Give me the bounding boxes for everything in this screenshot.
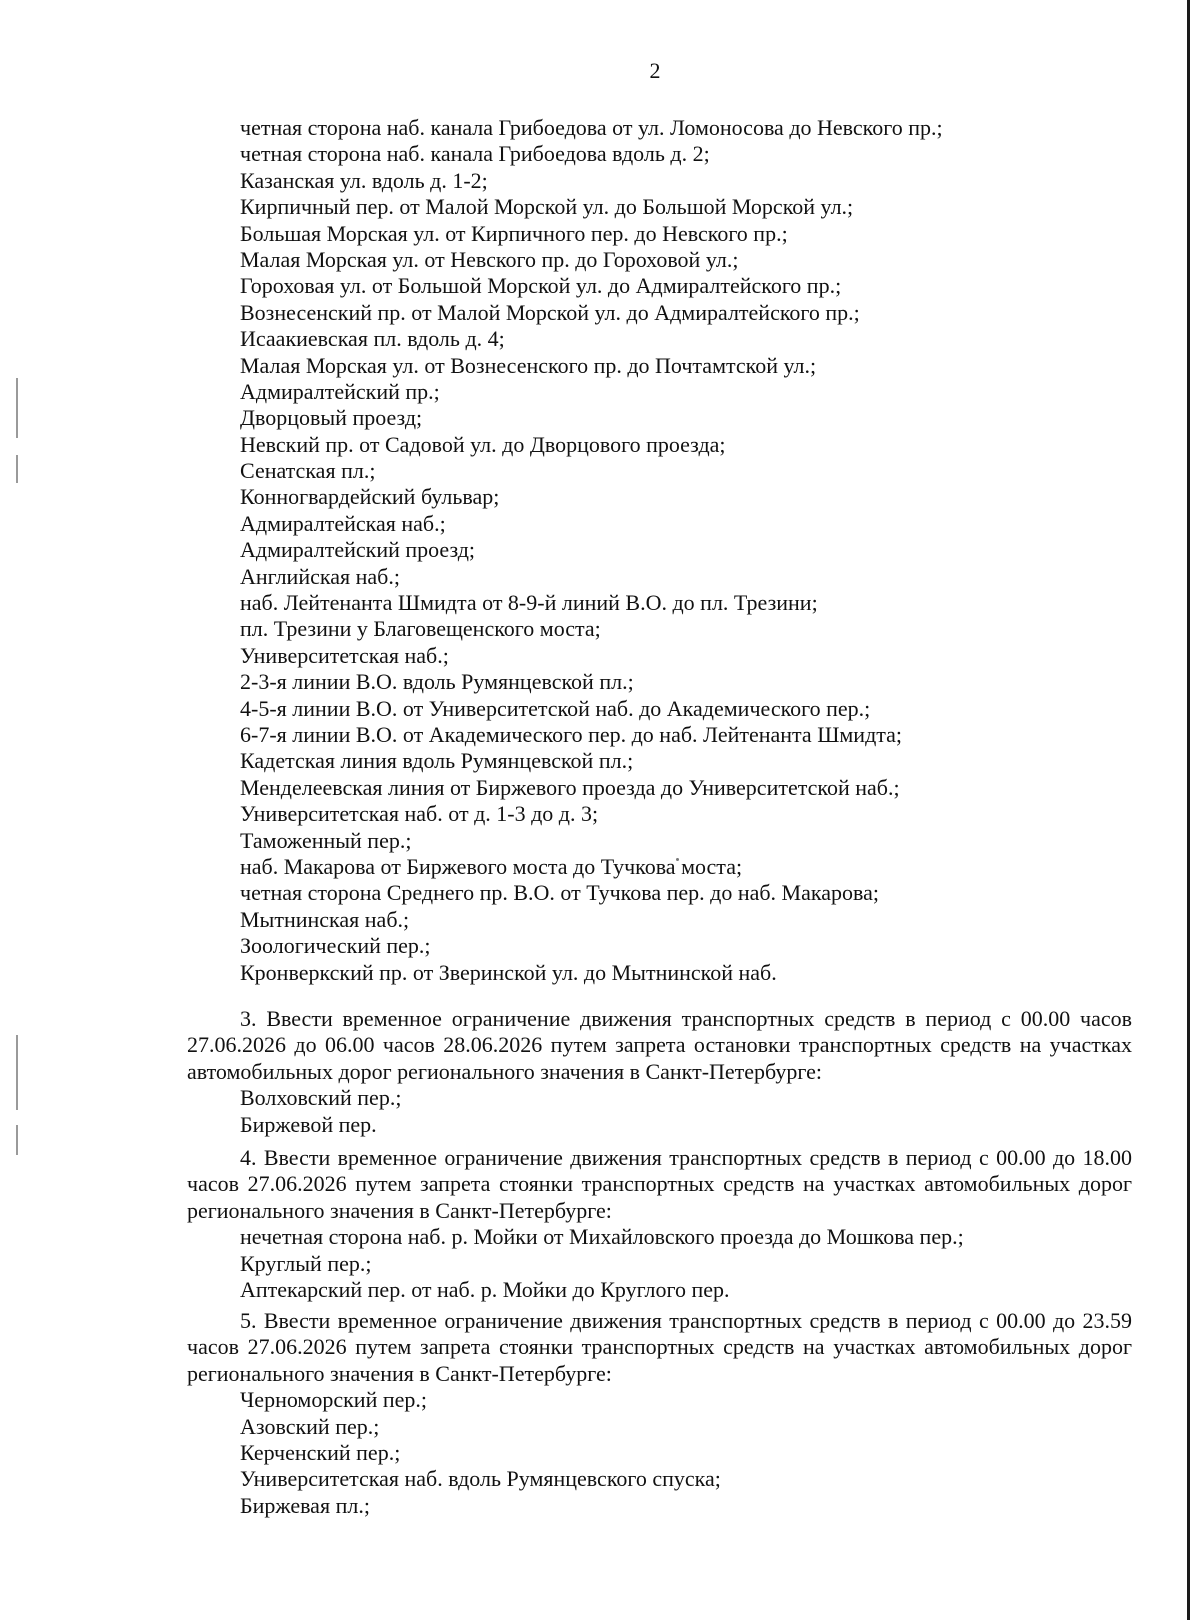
list-item: Аптекарский пер. от наб. р. Мойки до Круглого пер. xyxy=(240,1277,730,1302)
list-item: 2-3-я линии В.О. вдоль Румянцевской пл.; xyxy=(240,669,634,695)
list-item: Биржевой пер. xyxy=(240,1111,377,1137)
list-item: Таможенный пер.; xyxy=(240,827,412,853)
list-item: Волховский пер.; xyxy=(240,1085,402,1111)
list-item: Черноморский пер.; xyxy=(240,1387,427,1413)
list-item: 4-5-я линии В.О. от Университетской наб. до Академического пер.; xyxy=(240,695,871,721)
street-list-continued xyxy=(240,115,1140,986)
list-item: Большая Морская ул. от Кирпичного пер. до Невского пр.; xyxy=(240,220,788,246)
list-item: Адмиралтейский пр.; xyxy=(240,378,440,404)
list-item: Конногвардейский бульвар; xyxy=(240,484,500,510)
list-item: Исаакиевская пл. вдоль д. 4; xyxy=(240,326,505,352)
section-4 xyxy=(187,1145,1132,1303)
list-item: Университетская наб. вдоль Румянцевского спуска; xyxy=(240,1466,721,1492)
list-item: Адмиралтейская наб.; xyxy=(240,510,446,536)
list-item: Университетская наб. от д. 1-3 до д. 3; xyxy=(240,801,599,827)
list-item: Кадетская линия вдоль Румянцевской пл.; xyxy=(240,748,634,774)
section-3 xyxy=(187,1006,1132,1138)
list-item: четная сторона Среднего пр. В.О. от Тучкова пер. до наб. Макарова; xyxy=(240,880,879,906)
list-item: наб. Макарова от Биржевого моста до Тучкова моста; xyxy=(240,853,743,879)
section-4-text: 4. Ввести временное ограничение движения транспортных средств в период с 00.00 до 18.00 часов 27.06.2026 путем запрета стоянки транспортных средств на участках автомобильных дорог регионального значения в Санкт-Петербурге: xyxy=(187,1145,1132,1223)
list-item: Казанская ул. вдоль д. 1-2; xyxy=(240,167,488,193)
list-item: Малая Морская ул. от Вознесенского пр. до Почтамтской ул.; xyxy=(240,352,817,378)
section-3-text: 3. Ввести временное ограничение движения транспортных средств в период с 00.00 часов 27.06.2026 до 06.00 часов 28.06.2026 путем запрета остановки транспортных средств на участках автомобильных дорог регионального значения в Санкт-Петербурге: xyxy=(187,1006,1132,1084)
list-item: Азовский пер.; xyxy=(240,1413,380,1439)
scan-edge-line xyxy=(1187,0,1190,1620)
list-item: 6-7-я линии В.О. от Академического пер. до наб. Лейтенанта Шмидта; xyxy=(240,721,903,747)
section-5-text: 5. Ввести временное ограничение движения транспортных средств в период с 00.00 до 23.59 часов 27.06.2026 путем запрета стоянки транспортных средств на участках автомобильных дорог регионального значения в Санкт-Петербурге: xyxy=(187,1308,1132,1386)
list-item: Невский пр. от Садовой ул. до Дворцового проезда; xyxy=(240,431,726,457)
list-item: Сенатская пл.; xyxy=(240,458,376,484)
list-item: Английская наб.; xyxy=(240,563,400,589)
list-item: Мытнинская наб.; xyxy=(240,906,410,932)
section-3-list xyxy=(187,1085,1132,1138)
list-item: Менделеевская линия от Биржевого проезда до Университетской наб.; xyxy=(240,774,900,800)
section-4-list xyxy=(187,1224,1132,1303)
list-item: нечетная сторона наб. р. Мойки от Михайловского проезда до Мошкова пер.; xyxy=(240,1224,964,1250)
list-item: четная сторона наб. канала Грибоедова вдоль д. 2; xyxy=(240,141,710,167)
list-item: Зоологический пер.; xyxy=(240,933,431,959)
margin-mark xyxy=(16,1125,18,1155)
page-number: 2 xyxy=(649,58,661,83)
list-item: Малая Морская ул. от Невского пр. до Гороховой ул.; xyxy=(240,246,739,272)
list-item: Гороховая ул. от Большой Морской ул. до Адмиралтейского пр.; xyxy=(240,273,842,299)
list-item: Кронверкский пр. от Зверинской ул. до Мытнинской наб. xyxy=(240,959,777,985)
list-item: Биржевая пл.; xyxy=(240,1492,370,1518)
section-5 xyxy=(187,1308,1132,1519)
list-item: Керченский пер.; xyxy=(240,1440,401,1465)
margin-mark xyxy=(16,455,18,483)
list-item: пл. Трезини у Благовещенского моста; xyxy=(240,616,601,642)
margin-mark xyxy=(16,378,18,438)
list-item: Кирпичный пер. от Малой Морской ул. до Большой Морской ул.; xyxy=(240,194,854,220)
margin-mark xyxy=(16,1035,18,1110)
list-item: Вознесенский пр. от Малой Морской ул. до Адмиралтейского пр.; xyxy=(240,299,860,325)
list-item: Университетская наб.; xyxy=(240,642,449,668)
section-5-list xyxy=(187,1387,1132,1519)
list-item: Дворцовый проезд; xyxy=(240,405,423,431)
list-item: Круглый пер.; xyxy=(240,1250,372,1276)
list-item: четная сторона наб. канала Грибоедова от ул. Ломоносова до Невского пр.; xyxy=(240,115,943,140)
list-item: наб. Лейтенанта Шмидта от 8-9-й линий В.О. до пл. Трезини; xyxy=(240,590,818,616)
list-item: Адмиралтейский проезд; xyxy=(240,537,476,563)
